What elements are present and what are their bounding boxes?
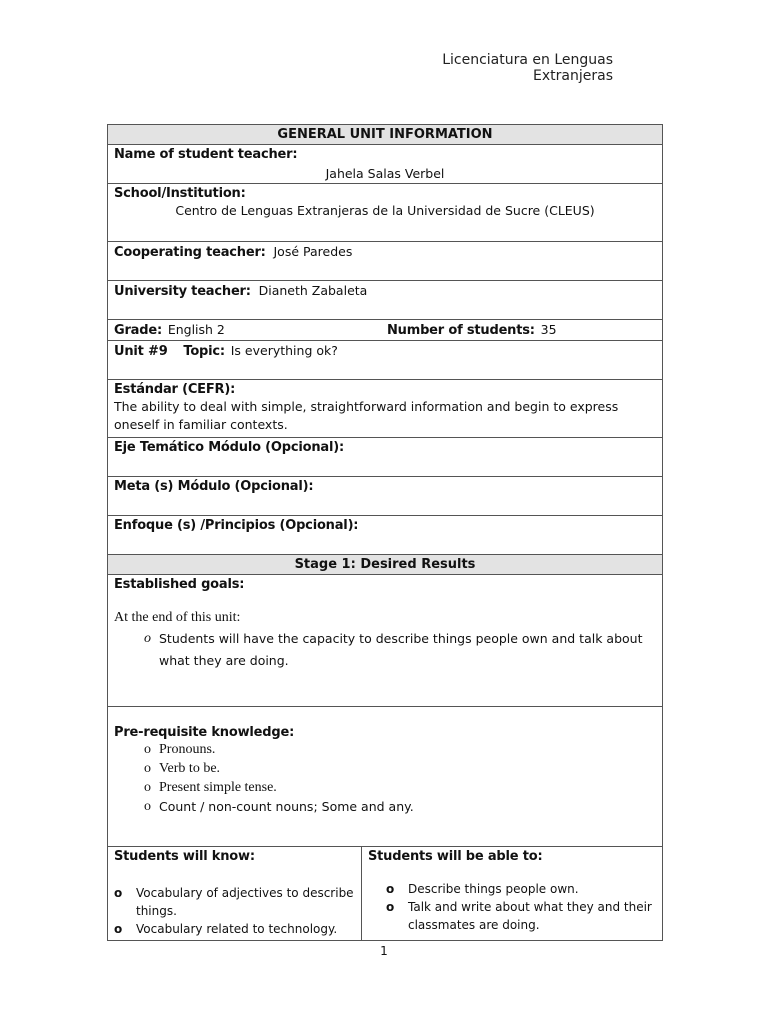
list-item — [114, 628, 656, 672]
bullet-icon: o — [114, 886, 123, 900]
cooperating-value: José Paredes — [273, 244, 353, 259]
topic-label: Topic: — [183, 344, 225, 359]
university-label: University teacher: — [114, 284, 251, 299]
prereq-item-text: Pronouns. — [159, 742, 216, 757]
bullet-icon: o — [114, 922, 123, 936]
enfoque-row — [108, 516, 663, 555]
able-list — [368, 880, 656, 934]
meta-row — [108, 477, 663, 516]
prereq-label: Pre-requisite knowledge: — [114, 725, 295, 740]
eje-label: Eje Temático Módulo (Opcional): — [114, 440, 344, 455]
student-teacher-row — [108, 145, 663, 184]
table-title: GENERAL UNIT INFORMATION — [108, 125, 663, 145]
know-item-text: Vocabulary related to technology. — [136, 922, 338, 936]
bullet-icon: o — [144, 631, 151, 646]
page-number: 1 — [380, 944, 388, 958]
stage1-title: Stage 1: Desired Results — [108, 555, 663, 575]
list-item — [114, 884, 355, 920]
grade-label: Grade: — [114, 323, 162, 338]
bullet-icon: o — [386, 900, 395, 914]
unit-info-table — [107, 124, 663, 941]
bullet-icon: o — [386, 882, 395, 896]
student-teacher-value: Jahela Salas Verbel — [325, 166, 445, 181]
know-list — [114, 884, 355, 938]
list-item — [386, 898, 656, 934]
header-line-1: Licenciatura en Lenguas — [442, 52, 613, 68]
know-item-text: Vocabulary of adjectives to describe things. — [136, 886, 354, 918]
school-value: Centro de Lenguas Extranjeras de la Universidad de Sucre (CLEUS) — [175, 203, 595, 218]
list-item — [114, 740, 656, 759]
able-label: Students will be able to: — [368, 849, 543, 864]
standard-row — [108, 380, 663, 438]
know-label: Students will know: — [114, 849, 255, 864]
grade-row — [108, 320, 663, 341]
prereq-item-text: Count / non-count nouns; Some and any. — [159, 799, 414, 814]
goals-label: Established goals: — [114, 577, 245, 592]
stage1-row — [108, 555, 663, 575]
unit-topic-row — [108, 341, 663, 380]
prereq-item-text: Verb to be. — [159, 761, 221, 776]
university-value: Dianeth Zabaleta — [258, 283, 368, 298]
cooperating-row — [108, 242, 663, 281]
meta-label: Meta (s) Módulo (Opcional): — [114, 479, 314, 494]
standard-label: Estándar (CEFR): — [114, 382, 236, 397]
goal-item-text: Students will have the capacity to describe things people own and talk about what they are doing. — [159, 631, 643, 668]
school-label: School/Institution: — [114, 186, 246, 201]
topic-value: Is everything ok? — [230, 343, 338, 358]
table-title-row — [108, 125, 663, 145]
prereq-row — [108, 707, 663, 847]
university-row — [108, 281, 663, 320]
document-header — [442, 52, 613, 84]
students-value: 35 — [540, 322, 557, 337]
able-item-text: Talk and write about what they and their classmates are doing. — [408, 900, 652, 932]
bullet-icon: o — [144, 780, 151, 795]
prereq-list — [114, 740, 656, 817]
cooperating-label: Cooperating teacher: — [114, 245, 266, 260]
students-label: Number of students: — [387, 323, 535, 338]
bullet-icon: o — [144, 742, 151, 757]
list-item — [114, 920, 355, 938]
header-line-2: Extranjeras — [533, 68, 613, 84]
bullet-icon: o — [144, 761, 151, 776]
know-cell — [108, 847, 362, 941]
standard-value: The ability to deal with simple, straightforward information and begin to express oneself in familiar contexts. — [114, 399, 619, 432]
goals-intro: At the end of this unit: — [114, 610, 241, 625]
student-teacher-label: Name of student teacher: — [114, 147, 298, 162]
goals-row — [108, 575, 663, 707]
grade-value: English 2 — [167, 322, 225, 337]
able-cell — [362, 847, 663, 941]
list-item — [114, 759, 656, 778]
able-item-text: Describe things people own. — [408, 882, 579, 896]
list-item — [114, 778, 656, 797]
eje-row — [108, 438, 663, 477]
bullet-icon: o — [144, 799, 151, 814]
know-able-row — [108, 847, 663, 941]
list-item — [386, 880, 656, 898]
list-item — [114, 797, 656, 817]
enfoque-label: Enfoque (s) /Principios (Opcional): — [114, 518, 359, 533]
unit-label: Unit #9 — [114, 344, 168, 359]
prereq-item-text: Present simple tense. — [159, 780, 277, 795]
goals-list — [114, 628, 656, 672]
school-row — [108, 184, 663, 242]
